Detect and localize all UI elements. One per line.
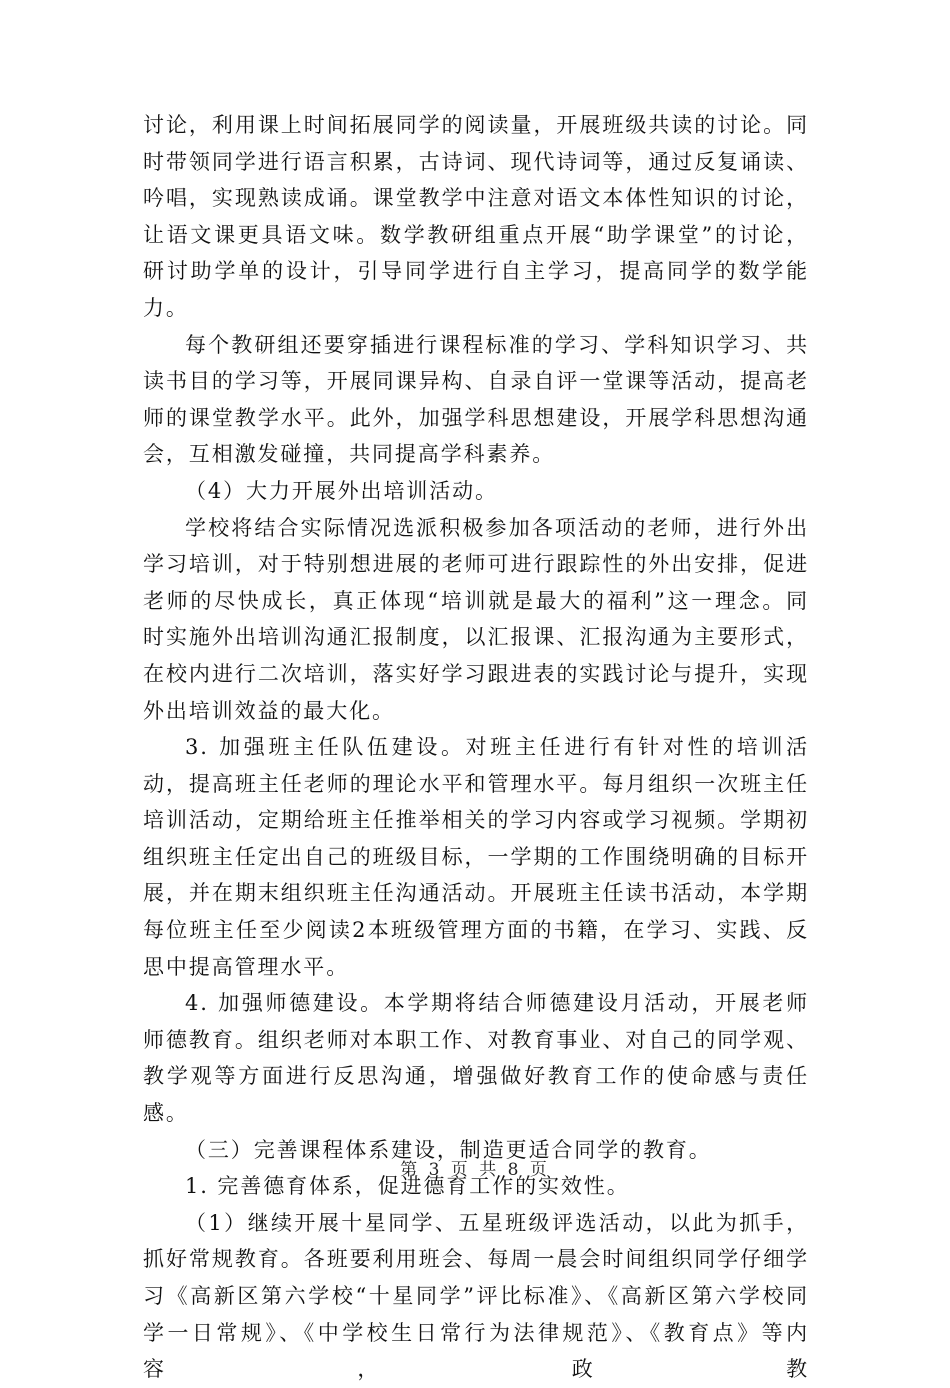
page-number-footer: 第 3 页 共 8 页 — [400, 1160, 550, 1180]
paragraph-star-evaluation: （1）继续开展十星同学、五星班级评选活动，以此为抓手，抓好常规教育。各班要利用班会、每周一晨会时间组织同学仔细学习《高新区第六学校“十星同学”评比标准》、《高新区第六学校同学一日常规》、《中学校生日常行为法律规范》、《教育点》等内容，政教 — [143, 1210, 809, 1382]
paragraph-head-teacher-team: 3. 加强班主任队伍建设。对班主任进行有针对性的培训活动，提高班主任老师的理论水平和管理水平。每月组织一次班主任培训活动，定期给班主任推举相关的学习内容或学习视频。学期初组织班主任定出自己的班级目标，一学期的工作围绕明确的目标开展，并在期末组织班主任沟通活动。开展班主任读书活动，本学期每位班主任至少阅读2本班级管理方面的书籍，在学习、实践、反思中提高管理水平。 — [143, 735, 809, 979]
document-body — [143, 107, 809, 1388]
section-heading-external-training: （4）大力开展外出培训活动。 — [185, 478, 498, 503]
paragraph-teacher-ethics: 4. 加强师德建设。本学期将结合师德建设月活动，开展老师师德教育。组织老师对本职工作、对教育事业、对自己的同学观、教学观等方面进行反思沟通，增强做好教育工作的使命感与责任感。 — [143, 991, 809, 1126]
section-heading-curriculum: （三）完善课程体系建设，制造更适合同学的教育。 — [185, 1137, 712, 1162]
paragraph-external-training: 学校将结合实际情况选派积极参加各项活动的老师，进行外出学习培训，对于特别想进展的老师可进行跟踪性的外出安排，促进老师的尽快成长，真正体现“培训就是最大的福利”这一理念。同时实施外出培训沟通汇报制度，以汇报课、汇报沟通为主要形式，在校内进行二次培训，落实好学习跟进表的实践讨论与提升，实现外出培训效益的最大化。 — [143, 515, 809, 723]
paragraph-continued: 讨论，利用课上时间拓展同学的阅读量，开展班级共读的讨论。同时带领同学进行语言积累，古诗词、现代诗词等，通过反复诵读、吟唱，实现熟读成诵。课堂教学中注意对语文本体性知识的讨论，让语文课更具语文味。数学教研组重点开展“助学课堂”的讨论，研讨助学单的设计，引导同学进行自主学习，提高同学的数学能力。 — [143, 113, 809, 320]
paragraph-teaching-groups: 每个教研组还要穿插进行课程标准的学习、学科知识学习、共读书目的学习等，开展同课异构、自录自评一堂课等活动，提高老师的课堂教学水平。此外，加强学科思想建设，开展学科思想沟通会，互相激发碰撞，共同提高学科素养。 — [143, 332, 809, 467]
subsection-heading-moral-education: 1. 完善德育体系，促进德育工作的实效性。 — [185, 1174, 630, 1199]
